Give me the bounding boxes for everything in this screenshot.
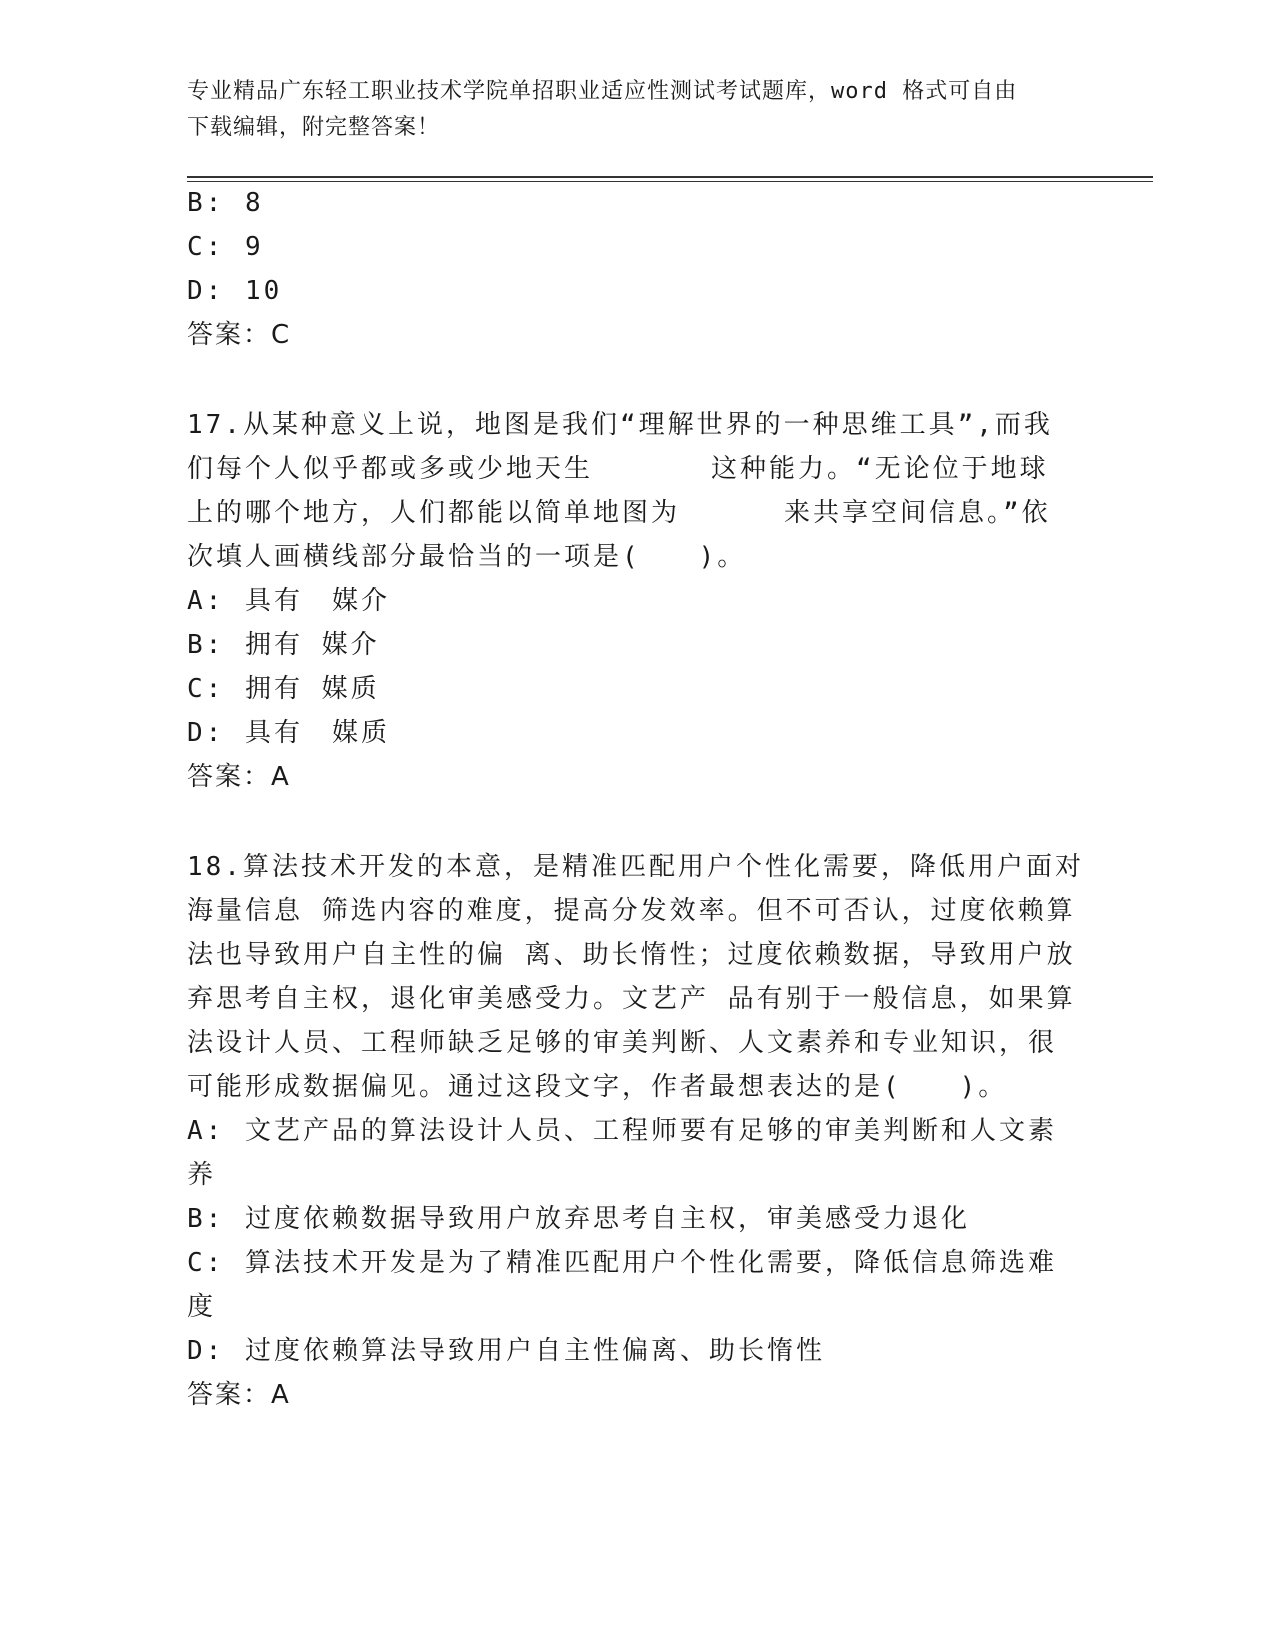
- q18-option-c-continued: 度: [187, 1292, 217, 1322]
- header-rule-thin: [187, 181, 1153, 182]
- q16-option-c: [187, 225, 264, 269]
- option-text: 具有 媒介: [245, 586, 391, 616]
- header-line-1: 专业精品广东轻工职业技术学院单招职业适应性测试考试题库，word 格式可自由: [187, 79, 1018, 104]
- q16-option-b: [187, 181, 264, 225]
- q17-stem-line-2a: 们每个人似乎都或多或少地天生: [187, 454, 594, 484]
- q17-stem-line-3b: 来共享空间信息。”依: [784, 498, 1051, 528]
- option-text: 过度依赖数据导致用户放弃思考自主权，审美感受力退化: [245, 1204, 971, 1234]
- option-text: 10: [245, 276, 283, 306]
- header-line-2: 下载编辑，附完整答案！: [187, 115, 441, 140]
- q18-stem-line-5: 法设计人员、工程师缺乏足够的审美判断、人文素养和专业知识，很: [187, 1028, 1058, 1058]
- option-key: D:: [187, 276, 225, 306]
- q17-stem-line-1: 17.从某种意义上说，地图是我们“理解世界的一种思维工具”,而我: [187, 410, 1053, 440]
- q17-option-c: [187, 667, 380, 711]
- option-key: C:: [187, 674, 225, 704]
- q17-stem-line-3: [187, 491, 1051, 535]
- option-text: 拥有 媒介: [245, 630, 380, 660]
- q18-stem-line-2: 海量信息 筛选内容的难度，提高分发效率。但不可否认，过度依赖算: [187, 896, 1076, 926]
- option-text: 算法技术开发是为了精准匹配用户个性化需要，降低信息筛选难: [245, 1248, 1058, 1278]
- q17-stem-line-2b: 这种能力。“无论位于地球: [711, 454, 1049, 484]
- option-text: 过度依赖算法导致用户自主性偏离、助长惰性: [245, 1336, 826, 1366]
- q18-option-d: [187, 1329, 825, 1373]
- q17-option-d: [187, 711, 390, 755]
- q18-stem-line-1: 18.算法技术开发的本意，是精准匹配用户个性化需要，降低用户面对: [187, 852, 1084, 882]
- q18-option-a: [187, 1109, 1057, 1153]
- q17-option-a: [187, 579, 390, 623]
- q17-stem-line-3a: 上的哪个地方，人们都能以简单地图为: [187, 498, 681, 528]
- q18-option-b: [187, 1197, 970, 1241]
- option-key: C:: [187, 1248, 225, 1278]
- option-key: D:: [187, 718, 225, 748]
- option-text: 8: [245, 188, 264, 218]
- option-key: A:: [187, 586, 225, 616]
- option-key: B:: [187, 630, 225, 660]
- q16-answer: 答案：C: [187, 320, 292, 350]
- q18-answer: 答案：A: [187, 1380, 291, 1410]
- q17-stem-line-4: 次填人画横线部分最恰当的一项是( )。: [187, 542, 747, 572]
- q18-stem-line-3: 法也导致用户自主性的偏 离、助长惰性；过度依赖数据，导致用户放: [187, 940, 1076, 970]
- q18-stem-line-6: 可能形成数据偏见。通过这段文字，作者最想表达的是( )。: [187, 1072, 1008, 1102]
- option-key: B:: [187, 1204, 225, 1234]
- option-key: B:: [187, 188, 225, 218]
- q18-option-c: [187, 1241, 1057, 1285]
- option-text: 拥有 媒质: [245, 674, 380, 704]
- header-rule: [187, 176, 1153, 178]
- option-text: 9: [245, 232, 264, 262]
- q16-option-d: [187, 269, 282, 313]
- q17-option-b: [187, 623, 380, 667]
- q18-option-a-continued: 养: [187, 1160, 217, 1190]
- option-text: 具有 媒质: [245, 718, 391, 748]
- option-text: 文艺产品的算法设计人员、工程师要有足够的审美判断和人文素: [245, 1116, 1058, 1146]
- option-key: D:: [187, 1336, 225, 1366]
- page-header: [187, 74, 1067, 146]
- option-key: A:: [187, 1116, 225, 1146]
- q17-stem-line-2: [187, 447, 1049, 491]
- q18-stem-line-4: 弃思考自主权，退化审美感受力。文艺产 品有别于一般信息，如果算: [187, 984, 1076, 1014]
- q17-answer: 答案：A: [187, 762, 291, 792]
- option-key: C:: [187, 232, 225, 262]
